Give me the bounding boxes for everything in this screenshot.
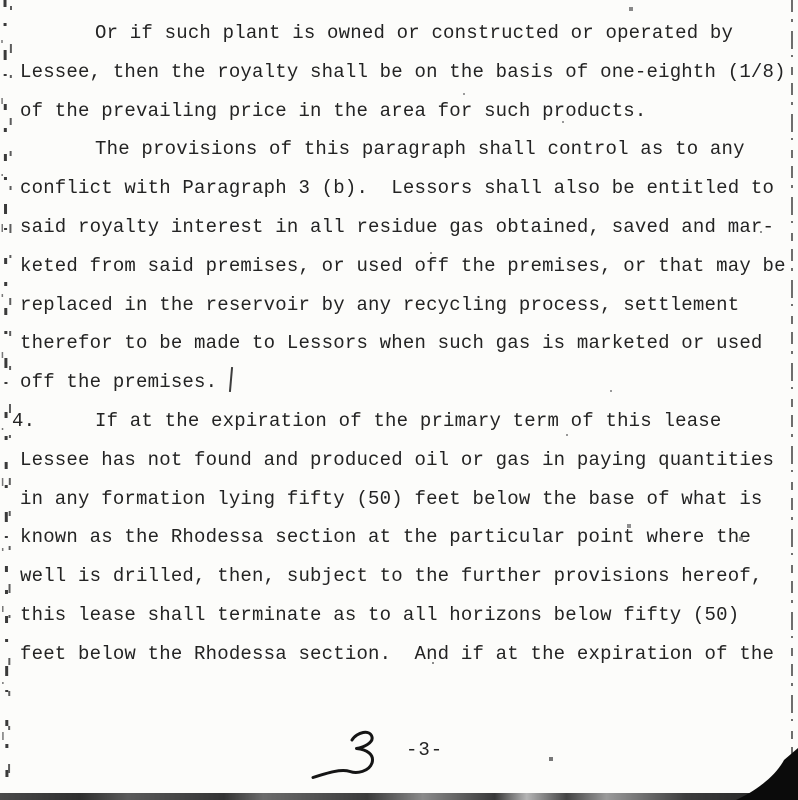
text-line: The provisions of this paragraph shall control as to any [95,138,745,161]
text-line: said royalty interest in all residue gas obtained, saved and mar- [20,215,775,238]
text-line [12,402,786,441]
text-line-text: If at the expiration of the primary term of this lease [95,409,722,432]
scan-noise-specks [0,0,2,2]
handwritten-tick-mark [229,367,233,392]
scan-edge-marks-left [0,0,16,800]
scan-bottom-band [0,793,798,800]
text-line: keted from said premises, or used off the premises, or that may be [20,254,786,277]
text-line: well is drilled, then, subject to the further provisions hereof, [20,565,763,588]
text-line [20,363,786,402]
paragraph-number: 4. [12,409,36,432]
text-line: this lease shall terminate as to all horizons below fifty (50) [20,603,740,626]
text-line: Lessee, then the royalty shall be on the basis of one-eighth (1/8) [20,60,786,83]
text-line-text: off the premises. [20,371,218,394]
text-line: in any formation lying fifty (50) feet below the base of what is [20,487,763,510]
document-body [12,14,786,674]
scan-edge-line-right [787,0,797,800]
text-line: therefor to be made to Lessors when such gas is marketed or used [20,332,763,355]
text-line: Or if such plant is owned or constructed or operated by [95,22,734,44]
scan-corner-shadow [736,748,798,800]
text-line: feet below the Rhodessa section. And if at the expiration of the [20,642,775,665]
handwritten-page-number [308,729,396,783]
text-line: Lessee has not found and produced oil or gas in paying quantities [20,448,775,471]
text-line: conflict with Paragraph 3 (b). Lessors shall also be entitled to [20,177,775,200]
typed-page-number: -3- [406,739,444,761]
text-line: known as the Rhodessa section at the particular point where the [20,526,751,549]
text-line: replaced in the reservoir by any recycling process, settlement [20,293,740,316]
text-line: of the prevailing price in the area for such products. [20,99,647,122]
